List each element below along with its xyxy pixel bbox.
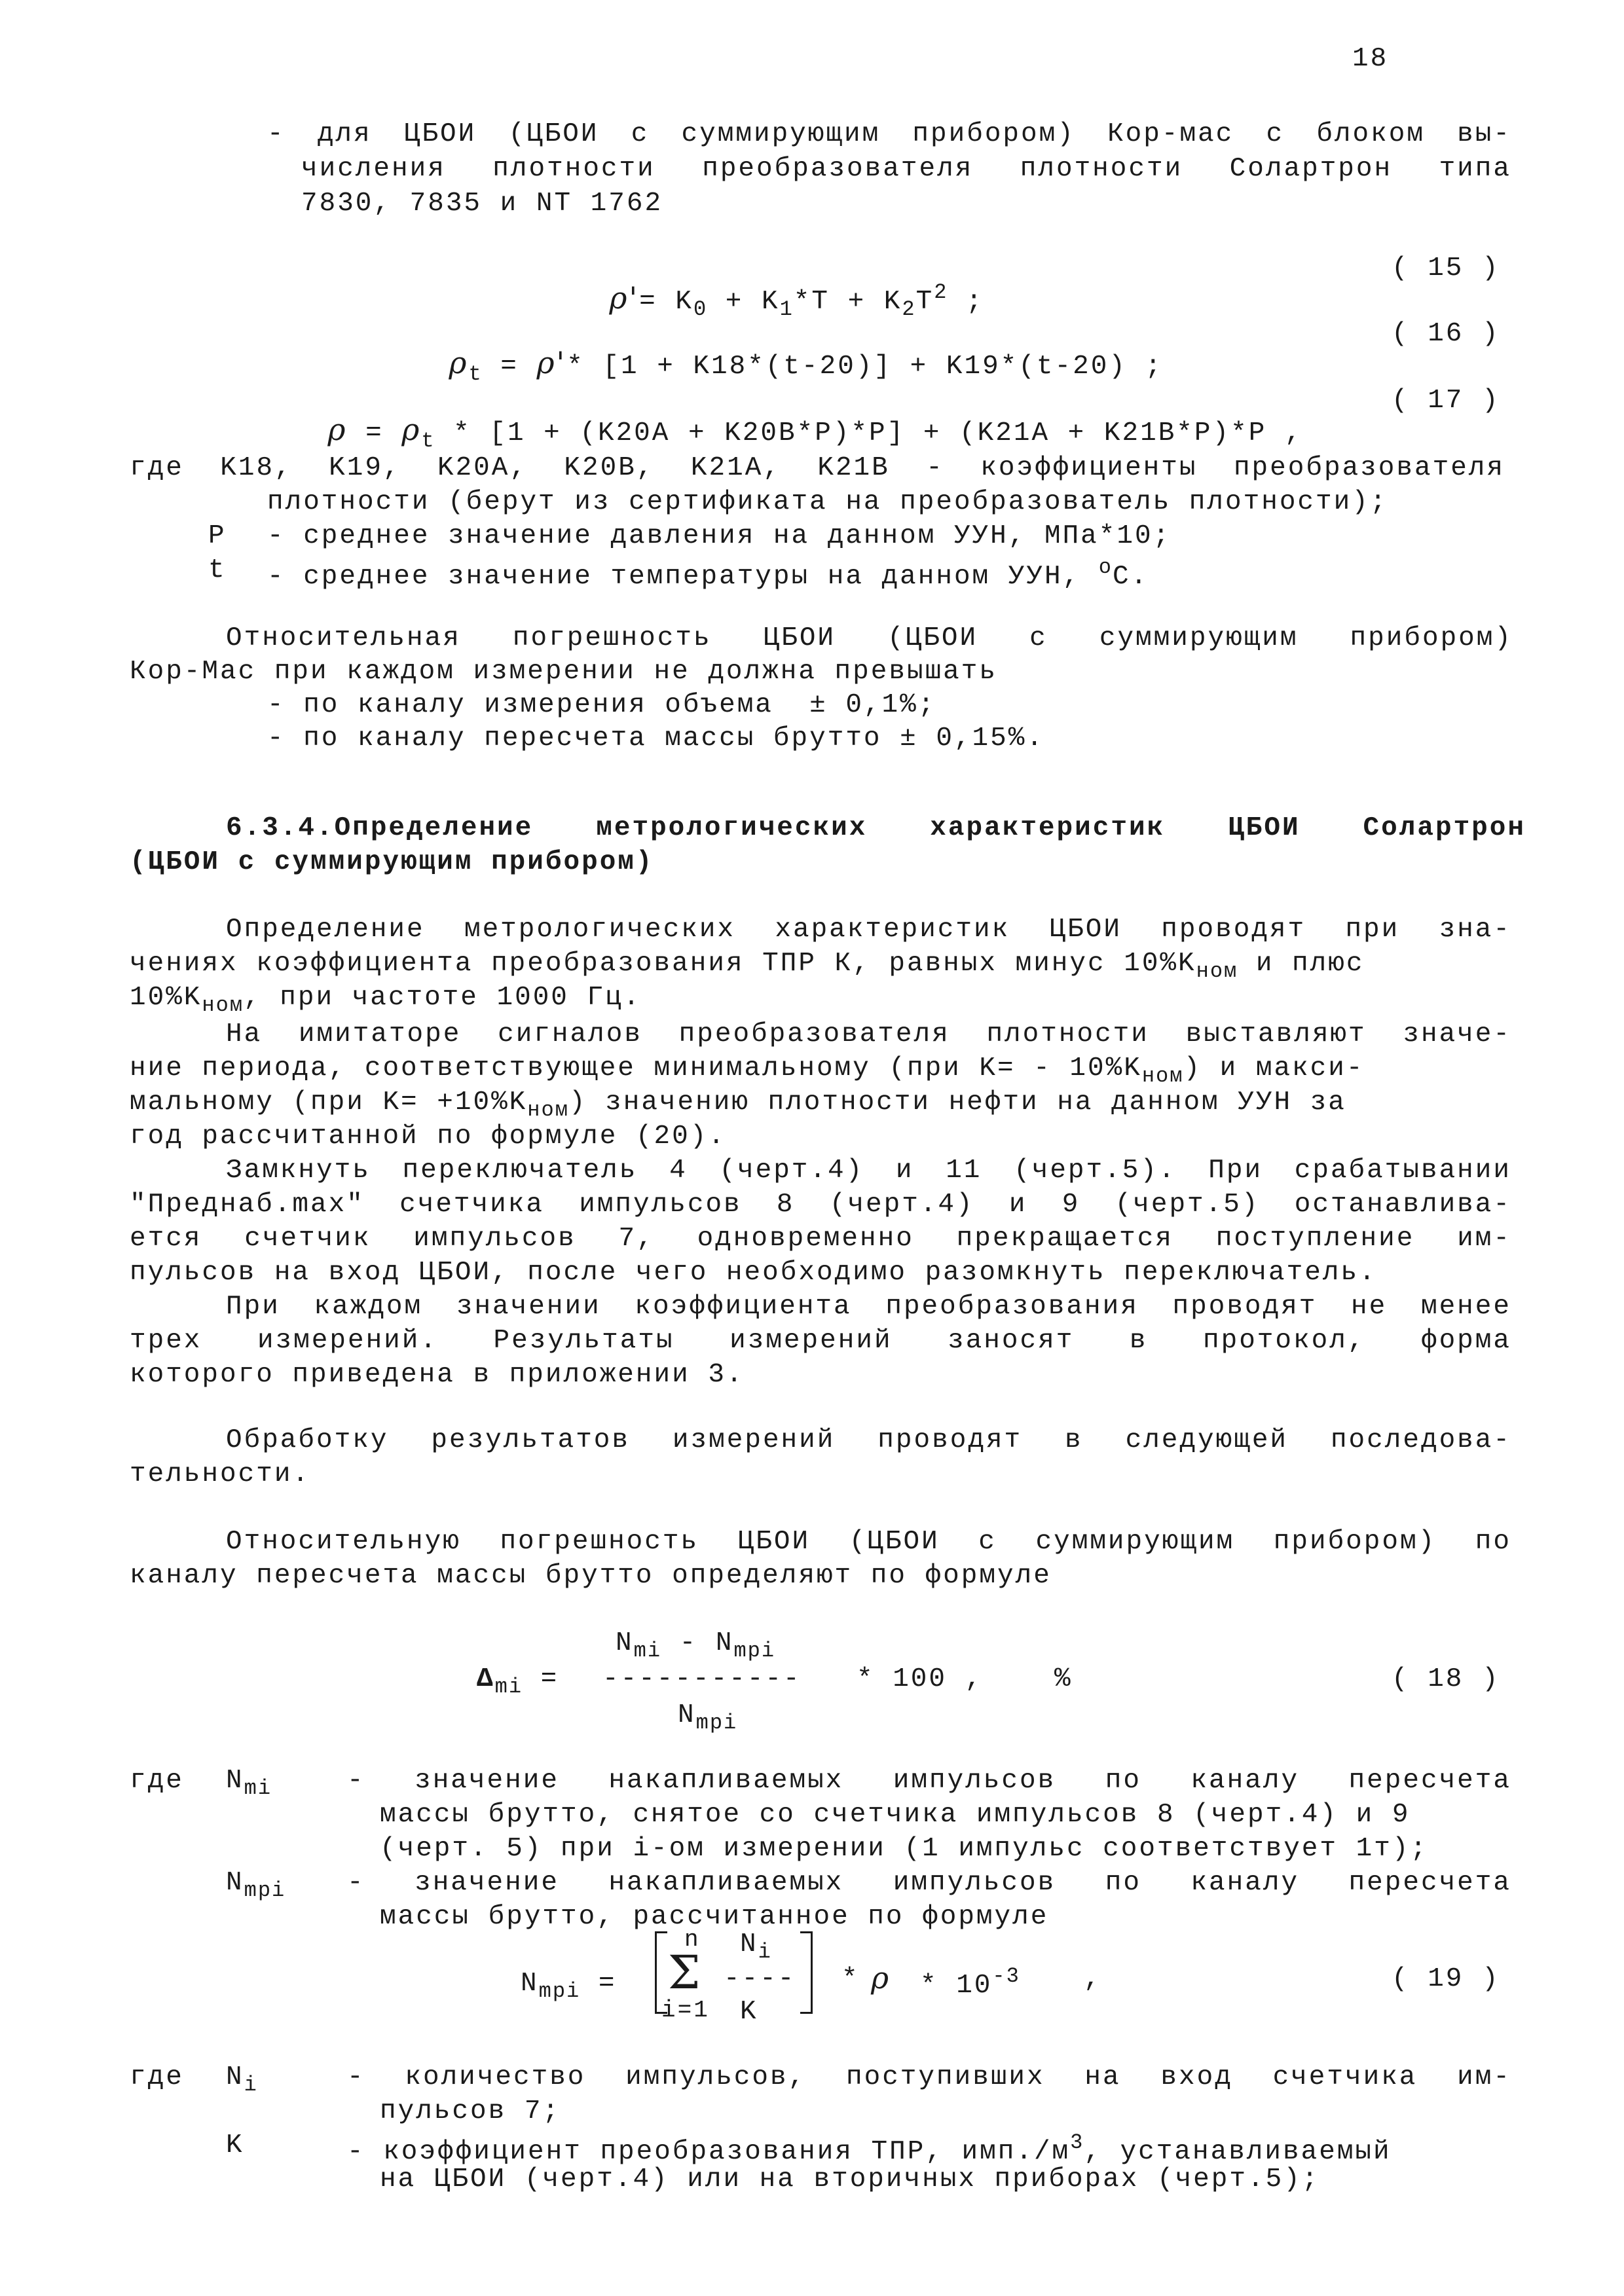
where18-d2-line-2: массы брутто, рассчитанное по формуле	[380, 1902, 1049, 1932]
coef-t-symbol: t	[208, 555, 227, 585]
equation-19-frac-den: K	[740, 1997, 758, 2027]
coef-p-symbol: P	[208, 521, 227, 551]
err-line-3: - по каналу измерения объема ± 0,1%;	[267, 690, 936, 720]
rho-symbol: ρ'	[609, 280, 640, 316]
equation-19-frac-bar: ----	[724, 1964, 796, 1994]
p3-line-4: пульсов на вход ЦБОИ, после чего необходимо разомкнуть переключатель.	[130, 1258, 1377, 1288]
equation-19-frac-num: $N_i$	[740, 1929, 772, 1964]
p4-line-1: При каждом значении коэффициента преобразования проводят не менее	[226, 1292, 1511, 1322]
err-line-2: Кор-Мас при каждом измерении не должна превышать	[130, 657, 997, 687]
p2-line-4: год рассчитанной по формуле (20).	[130, 1121, 726, 1152]
p4-line-2: трех измерений. Результаты измерений заносят в протокол, форма	[130, 1326, 1511, 1356]
where19-gde: где	[130, 2062, 184, 2092]
p5-line-2: тельности.	[130, 1459, 311, 1489]
p4-line-3: которого приведена в приложении 3.	[130, 1360, 745, 1390]
p2-line-2: ние периода, соответствующее минимальному (при $K= - 10\%K_{ном}$) и макси-	[130, 1053, 1365, 1088]
equation-19-comma: ,	[1084, 1964, 1102, 1994]
equation-18-numerator: $N_{mi} - N_{mpi}$	[616, 1628, 776, 1663]
intro-line-1: - для ЦБОИ (ЦБОИ с суммирующим прибором) Кор-мас с блоком вы-	[267, 119, 1511, 149]
equation-17: $\rho = \rho_t * [1 + (K20A + K20B*P)*P] + (K21A + K21B*P)*P$ ,	[327, 412, 1303, 453]
equation-18-fraction-bar: -----------	[602, 1664, 802, 1694]
where19-d2-line-1: - коэффициент преобразования ТПР, $имп./м^3$, устанавливаемый	[347, 2130, 1392, 2167]
sum-lower-limit: i=1	[661, 1997, 710, 2024]
where19-d1-line-2: пульсов 7;	[380, 2096, 561, 2126]
where18-d1-line-3: (черт. 5) при i-ом измерении (1 импульс соответствует 1т);	[380, 1834, 1429, 1864]
equation-19-star: *	[841, 1964, 860, 1994]
equation-18-lhs: $\Delta_{mi}$ =	[477, 1664, 577, 1699]
where18-d1-line-2: массы брутто, снятое со счетчика импульсов 8 (черт.4) и 9	[380, 1800, 1411, 1830]
equation-19-rho: ρ	[871, 1960, 891, 1995]
equation-18-number: ( 18 )	[1392, 1664, 1500, 1694]
coef-t-desc: - среднее значение температуры на данном УУН, $^o$C.	[267, 555, 1149, 592]
p1-line-3: $10\%K_{ном}$, при частоте 1000 Гц.	[130, 983, 642, 1017]
equation-17-number: ( 17 )	[1392, 386, 1500, 416]
p6-line-2: каналу пересчета массы брутто определяют по формуле	[130, 1561, 1052, 1591]
equation-19-number: ( 19 )	[1392, 1964, 1500, 1994]
p3-line-2: "Преднаб.max" счетчика импульсов 8 (черт.4) и 9 (черт.5) останавлива-	[130, 1190, 1511, 1220]
where18-d2-line-1: - значение накапливаемых импульсов по каналу пересчета	[347, 1868, 1511, 1898]
p3-line-3: ется счетчик импульсов 7, одновременно прекращается поступление им-	[130, 1224, 1511, 1254]
where19-d2-line-2: на ЦБОИ (черт.4) или на вторичных приборах (черт.5);	[380, 2164, 1320, 2195]
p2-line-3: мальному (при $K= +10\%K_{ном}$) значению плотности нефти на данном УУН за	[130, 1087, 1346, 1122]
where19-d1-line-1: - количество импульсов, поступивших на вход счетчика им-	[347, 2062, 1511, 2092]
right-bracket	[800, 1931, 813, 2014]
equation-18-percent: %	[1054, 1664, 1073, 1694]
equation-16-number: ( 16 )	[1392, 319, 1500, 349]
p1-line-1: Определение метрологических характеристик ЦБОИ проводят при зна-	[226, 915, 1511, 945]
coef-line-2: плотности (берут из сертификата на преобразователь плотности);	[267, 487, 1388, 517]
sigma-symbol: Σ	[668, 1946, 703, 1999]
p6-line-1: Относительную погрешность ЦБОИ (ЦБОИ с суммирующим прибором) по	[226, 1527, 1511, 1557]
intro-line-2: числения плотности преобразователя плотности Солартрон типа	[301, 154, 1511, 184]
equation-15: $\rho'= K_0 + K_1*T + K_2T^2$ ;	[609, 280, 984, 321]
where18-d1-line-1: - значение накапливаемых импульсов по каналу пересчета	[347, 1766, 1511, 1796]
where19-k: K	[226, 2130, 244, 2160]
p2-line-1: На имитаторе сигналов преобразователя плотности выставляют значе-	[226, 1019, 1511, 1049]
page-number: 18	[1352, 44, 1389, 74]
section-heading-line-2: (ЦБОИ с суммирующим прибором)	[130, 847, 654, 877]
equation-16: $\rho_t = \rho'*$ [1 + K18*(t-20)] + K19*(t-20) ;	[449, 345, 1164, 386]
equation-18-denominator: $N_{mpi}$	[678, 1700, 738, 1735]
p3-line-1: Замкнуть переключатель 4 (черт.4) и 11 (черт.5). При срабатывании	[226, 1156, 1511, 1186]
equation-18-tail: * 100 ,	[857, 1664, 984, 1694]
where18-gde: где	[130, 1766, 184, 1796]
sum-upper-limit: n	[684, 1926, 701, 1953]
err-line-1: Относительная погрешность ЦБОИ (ЦБОИ с суммирующим прибором)	[226, 623, 1513, 653]
section-heading: 6.3.4.Определение метрологических характеристик ЦБОИ Солартрон	[226, 813, 1526, 843]
where18-nmi: $N_{mi}$	[226, 1766, 272, 1800]
intro-line-3: 7830, 7835 и NT 1762	[301, 189, 663, 219]
coef-line-1: где K18, K19, K20A, K20B, K21A, K21B - коэффициенты преобразователя	[130, 453, 1505, 483]
p5-line-1: Обработку результатов измерений проводят в следующей последова-	[226, 1425, 1511, 1455]
err-line-4: - по каналу пересчета массы брутто ± 0,15%.	[267, 723, 1044, 754]
equation-19-power: * $10^{-3}$	[920, 1964, 1020, 2001]
equation-19-lhs: $N_{mpi}$ =	[521, 1969, 617, 2003]
p1-line-2: чениях коэффициента преобразования ТПР К, равных минус $10\%K_{ном}$ и плюс	[130, 949, 1365, 983]
where19-ni: $N_i$	[226, 2062, 258, 2097]
equation-15-number: ( 15 )	[1392, 253, 1500, 283]
where18-nmpi: $N_{mpi}$	[226, 1868, 286, 1903]
coef-p-desc: - среднее значение давления на данном УУН, МПа*10;	[267, 521, 1172, 551]
